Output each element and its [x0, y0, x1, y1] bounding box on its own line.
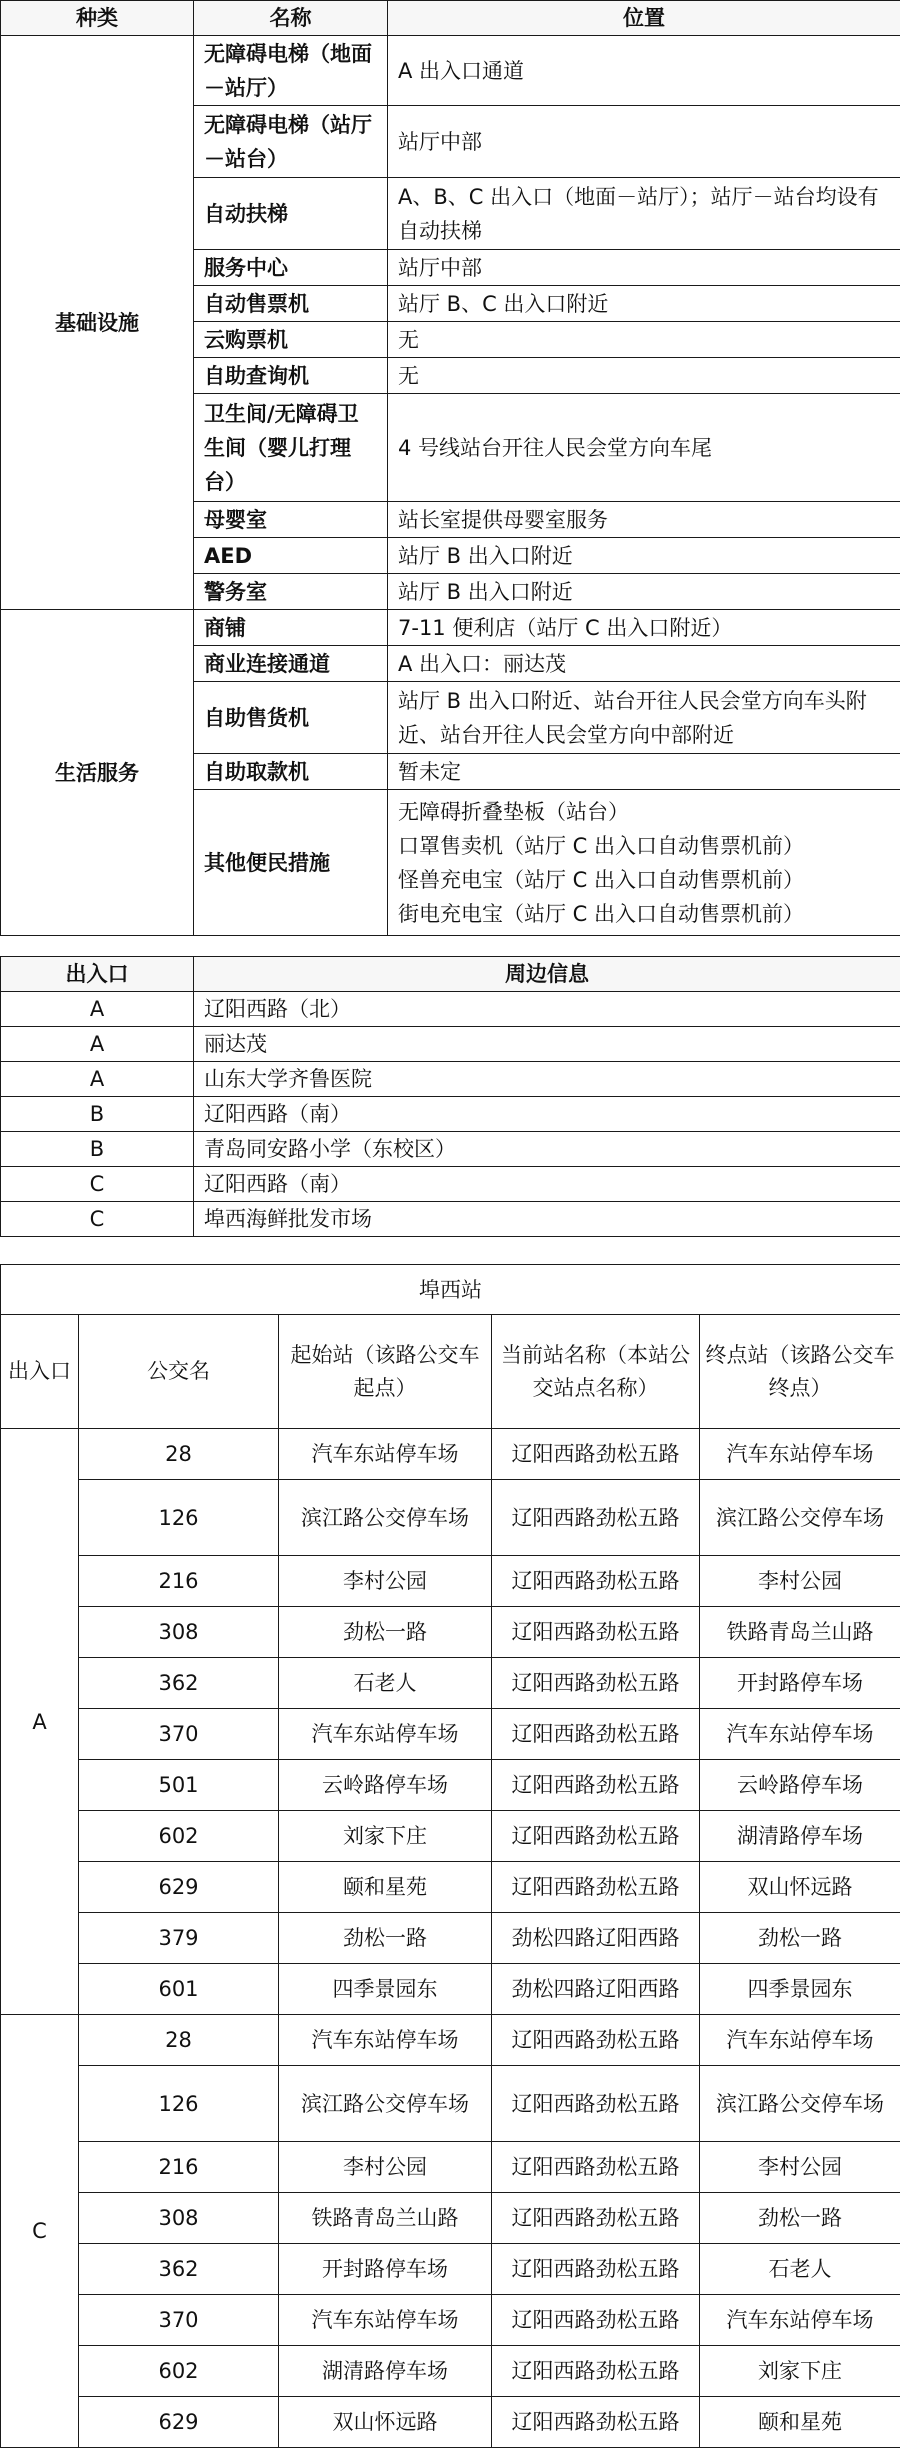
bus-start: 开封路停车场 [279, 2244, 492, 2295]
exit-info: 辽阳西路（北） [194, 992, 900, 1027]
bus-route: 370 [79, 2295, 279, 2346]
bus-start: 劲松一路 [279, 1607, 492, 1658]
table-row [1, 1132, 900, 1167]
facility-name: 警务室 [194, 574, 388, 610]
convenience-item: 口罩售卖机（站厅 C 出入口自动售票机前） [398, 829, 890, 863]
facility-location: 无 [388, 358, 900, 394]
bus-end: 李村公园 [700, 1556, 900, 1607]
bus-current: 劲松四路辽阳西路 [492, 1913, 700, 1964]
bus-route: 362 [79, 2244, 279, 2295]
bus-end: 云岭路停车场 [700, 1760, 900, 1811]
bus-end: 双山怀远路 [700, 1862, 900, 1913]
bus-end: 刘家下庄 [700, 2346, 900, 2397]
bus-current: 辽阳西路劲松五路 [492, 1429, 700, 1480]
header-name: 名称 [194, 1, 388, 36]
table-row [1, 2244, 900, 2295]
facility-location-list [388, 790, 900, 936]
table-row [1, 2346, 900, 2397]
bus-current: 辽阳西路劲松五路 [492, 1811, 700, 1862]
bus-current: 辽阳西路劲松五路 [492, 2397, 700, 2448]
bus-header-exit: 出入口 [1, 1315, 79, 1429]
bus-end: 铁路青岛兰山路 [700, 1607, 900, 1658]
table-row [1, 1556, 900, 1607]
exit-label: A [1, 1062, 194, 1097]
facility-location: 站长室提供母婴室服务 [388, 502, 900, 538]
facility-location: 站厅 B 出入口附近 [388, 574, 900, 610]
bus-start: 李村公园 [279, 2142, 492, 2193]
exit-label: C [1, 1167, 194, 1202]
table-row [1, 1480, 900, 1556]
bus-route: 629 [79, 2397, 279, 2448]
bus-start: 李村公园 [279, 1556, 492, 1607]
facility-location: 站厅中部 [388, 106, 900, 178]
facility-name: 服务中心 [194, 250, 388, 286]
bus-current: 辽阳西路劲松五路 [492, 2346, 700, 2397]
facility-name: 无障碍电梯（地面－站厅） [194, 36, 388, 106]
bus-end: 劲松一路 [700, 2193, 900, 2244]
exit-info: 辽阳西路（南） [194, 1097, 900, 1132]
facility-name: 母婴室 [194, 502, 388, 538]
facility-location: 无 [388, 322, 900, 358]
exits-header-row [1, 957, 900, 992]
bus-end: 李村公园 [700, 2142, 900, 2193]
convenience-item: 街电充电宝（站厅 C 出入口自动售票机前） [398, 897, 890, 931]
bus-current: 辽阳西路劲松五路 [492, 1607, 700, 1658]
facility-location: A 出入口：丽达茂 [388, 646, 900, 682]
bus-start: 铁路青岛兰山路 [279, 2193, 492, 2244]
convenience-item: 怪兽充电宝（站厅 C 出入口自动售票机前） [398, 863, 890, 897]
bus-route: 602 [79, 1811, 279, 1862]
table-row [1, 992, 900, 1027]
bus-route: 602 [79, 2346, 279, 2397]
bus-header-route: 公交名 [79, 1315, 279, 1429]
bus-end: 开封路停车场 [700, 1658, 900, 1709]
bus-end: 四季景园东 [700, 1964, 900, 2015]
category-cell: 生活服务 [1, 610, 194, 936]
bus-header-row [1, 1315, 900, 1429]
bus-start: 汽车东站停车场 [279, 1429, 492, 1480]
header-location: 位置 [388, 1, 900, 36]
facility-name: 卫生间/无障碍卫生间（婴儿打理台） [194, 394, 388, 502]
bus-end: 汽车东站停车场 [700, 2015, 900, 2066]
bus-end: 汽车东站停车场 [700, 1429, 900, 1480]
table-row [1, 2193, 900, 2244]
facility-name: 其他便民措施 [194, 790, 388, 936]
bus-route: 216 [79, 2142, 279, 2193]
table-row [1, 2295, 900, 2346]
bus-route: 216 [79, 1556, 279, 1607]
bus-start: 滨江路公交停车场 [279, 2066, 492, 2142]
facility-location: 站厅 B、C 出入口附近 [388, 286, 900, 322]
bus-current: 辽阳西路劲松五路 [492, 1658, 700, 1709]
convenience-item: 无障碍折叠垫板（站台） [398, 795, 890, 829]
exit-info: 青岛同安路小学（东校区） [194, 1132, 900, 1167]
facility-name: 无障碍电梯（站厅－站台） [194, 106, 388, 178]
table-row [1, 2397, 900, 2448]
bus-current: 辽阳西路劲松五路 [492, 2066, 700, 2142]
bus-current: 辽阳西路劲松五路 [492, 1709, 700, 1760]
table-row [1, 1062, 900, 1097]
table-row [1, 2015, 900, 2066]
table-row [1, 1913, 900, 1964]
bus-route: 28 [79, 2015, 279, 2066]
bus-route: 308 [79, 2193, 279, 2244]
exit-info: 丽达茂 [194, 1027, 900, 1062]
table-row [1, 36, 900, 106]
station-title-row [1, 1265, 900, 1315]
facility-name: 商业连接通道 [194, 646, 388, 682]
table-row [1, 1658, 900, 1709]
bus-end: 汽车东站停车场 [700, 2295, 900, 2346]
bus-current: 辽阳西路劲松五路 [492, 2295, 700, 2346]
facility-location: 暂未定 [388, 754, 900, 790]
bus-route: 362 [79, 1658, 279, 1709]
table-row [1, 1167, 900, 1202]
bus-end: 滨江路公交停车场 [700, 1480, 900, 1556]
table-row [1, 1862, 900, 1913]
bus-current: 辽阳西路劲松五路 [492, 2193, 700, 2244]
facility-name: 自动售票机 [194, 286, 388, 322]
exit-info: 山东大学齐鲁医院 [194, 1062, 900, 1097]
bus-exit-label: C [1, 2015, 79, 2448]
bus-header-current: 当前站名称（本站公交站点名称） [492, 1315, 700, 1429]
facilities-header-row [1, 1, 900, 36]
facility-name: 商铺 [194, 610, 388, 646]
bus-current: 辽阳西路劲松五路 [492, 1480, 700, 1556]
bus-table [0, 1264, 900, 2448]
exit-label: B [1, 1097, 194, 1132]
exit-label: A [1, 1027, 194, 1062]
bus-header-start: 起始站（该路公交车起点） [279, 1315, 492, 1429]
bus-route: 126 [79, 2066, 279, 2142]
facility-location: 站厅 B 出入口附近、站台开往人民会堂方向车头附近、站台开往人民会堂方向中部附近 [388, 682, 900, 754]
bus-start: 劲松一路 [279, 1913, 492, 1964]
bus-route: 379 [79, 1913, 279, 1964]
bus-route: 629 [79, 1862, 279, 1913]
bus-end: 石老人 [700, 2244, 900, 2295]
facility-location: A、B、C 出入口（地面－站厅）；站厅－站台均设有自动扶梯 [388, 178, 900, 250]
bus-route: 601 [79, 1964, 279, 2015]
table-row [1, 610, 900, 646]
bus-current: 辽阳西路劲松五路 [492, 2244, 700, 2295]
exit-label: C [1, 1202, 194, 1237]
facility-name: 自助查询机 [194, 358, 388, 394]
bus-route: 501 [79, 1760, 279, 1811]
header-category: 种类 [1, 1, 194, 36]
header-exit: 出入口 [1, 957, 194, 992]
bus-end: 颐和星苑 [700, 2397, 900, 2448]
facility-location: 站厅中部 [388, 250, 900, 286]
bus-exit-label: A [1, 1429, 79, 2015]
table-row [1, 1760, 900, 1811]
bus-start: 颐和星苑 [279, 1862, 492, 1913]
facility-name: 自动扶梯 [194, 178, 388, 250]
facility-name: 自助取款机 [194, 754, 388, 790]
bus-current: 辽阳西路劲松五路 [492, 1556, 700, 1607]
bus-start: 湖清路停车场 [279, 2346, 492, 2397]
bus-end: 劲松一路 [700, 1913, 900, 1964]
table-row [1, 1429, 900, 1480]
exit-label: B [1, 1132, 194, 1167]
table-row [1, 1202, 900, 1237]
table-row [1, 1607, 900, 1658]
table-row [1, 2142, 900, 2193]
table-row [1, 1709, 900, 1760]
bus-route: 126 [79, 1480, 279, 1556]
bus-current: 辽阳西路劲松五路 [492, 2142, 700, 2193]
bus-start: 汽车东站停车场 [279, 2015, 492, 2066]
bus-current: 劲松四路辽阳西路 [492, 1964, 700, 2015]
bus-start: 双山怀远路 [279, 2397, 492, 2448]
bus-current: 辽阳西路劲松五路 [492, 1760, 700, 1811]
category-cell: 基础设施 [1, 36, 194, 610]
exit-label: A [1, 992, 194, 1027]
bus-start: 石老人 [279, 1658, 492, 1709]
table-row [1, 1097, 900, 1132]
facility-name: 自助售货机 [194, 682, 388, 754]
bus-start: 四季景园东 [279, 1964, 492, 2015]
bus-start: 汽车东站停车场 [279, 2295, 492, 2346]
bus-current: 辽阳西路劲松五路 [492, 2015, 700, 2066]
bus-header-end: 终点站（该路公交车终点） [700, 1315, 900, 1429]
table-row [1, 2066, 900, 2142]
bus-end: 湖清路停车场 [700, 1811, 900, 1862]
table-row [1, 1027, 900, 1062]
facilities-table [0, 0, 900, 936]
bus-route: 28 [79, 1429, 279, 1480]
station-title: 埠西站 [1, 1265, 900, 1315]
facility-name: AED [194, 538, 388, 574]
bus-start: 滨江路公交停车场 [279, 1480, 492, 1556]
bus-end: 滨江路公交停车场 [700, 2066, 900, 2142]
bus-route: 370 [79, 1709, 279, 1760]
bus-route: 308 [79, 1607, 279, 1658]
bus-start: 云岭路停车场 [279, 1760, 492, 1811]
facility-location: 4 号线站台开往人民会堂方向车尾 [388, 394, 900, 502]
facility-location: 站厅 B 出入口附近 [388, 538, 900, 574]
table-row [1, 1964, 900, 2015]
exit-info: 辽阳西路（南） [194, 1167, 900, 1202]
facility-location: 7-11 便利店（站厅 C 出入口附近） [388, 610, 900, 646]
table-row [1, 1811, 900, 1862]
header-surroundings: 周边信息 [194, 957, 900, 992]
facility-location: A 出入口通道 [388, 36, 900, 106]
exits-table [0, 956, 900, 1237]
bus-start: 汽车东站停车场 [279, 1709, 492, 1760]
facility-name: 云购票机 [194, 322, 388, 358]
bus-current: 辽阳西路劲松五路 [492, 1862, 700, 1913]
bus-end: 汽车东站停车场 [700, 1709, 900, 1760]
exit-info: 埠西海鲜批发市场 [194, 1202, 900, 1237]
bus-start: 刘家下庄 [279, 1811, 492, 1862]
